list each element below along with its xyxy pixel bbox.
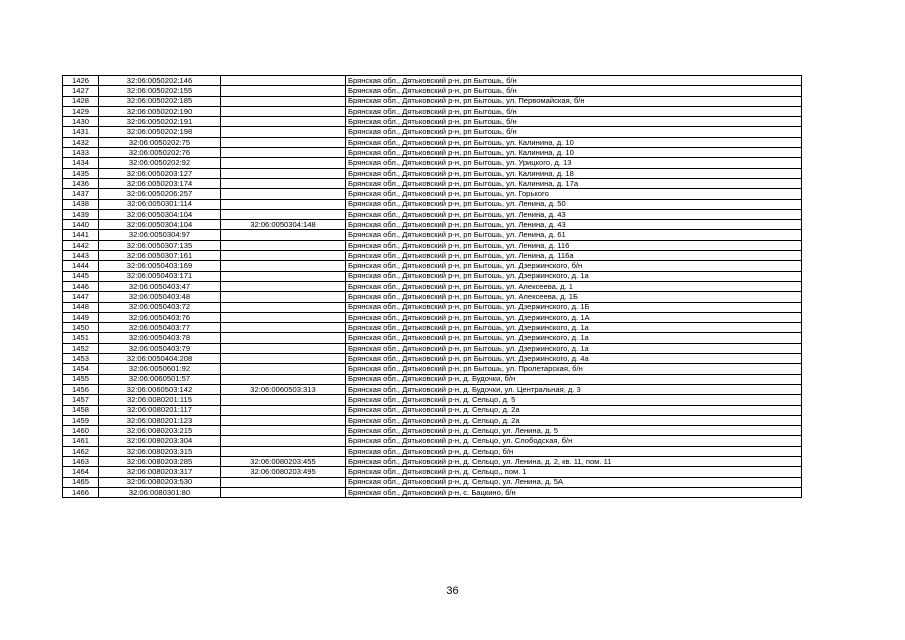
table-row xyxy=(63,374,802,384)
table-row xyxy=(63,86,802,96)
table-row xyxy=(63,405,802,415)
cadastral-number-cell: 32:06:0050202:92 xyxy=(99,158,221,168)
row-number-cell: 1436 xyxy=(63,178,99,188)
table-row xyxy=(63,137,802,147)
related-cadastral-number-cell: 32:06:0060503:313 xyxy=(221,384,346,394)
row-number-cell: 1433 xyxy=(63,148,99,158)
cadastral-number-cell: 32:06:0050203:174 xyxy=(99,178,221,188)
related-cadastral-number-cell xyxy=(221,333,346,343)
related-cadastral-number-cell xyxy=(221,148,346,158)
related-cadastral-number-cell xyxy=(221,117,346,127)
table-row xyxy=(63,148,802,158)
cadastral-number-cell: 32:06:0050203:127 xyxy=(99,168,221,178)
related-cadastral-number-cell xyxy=(221,487,346,497)
cadastral-number-cell: 32:06:0050202:190 xyxy=(99,106,221,116)
address-cell: Брянская обл., Дятьковский р-н, рп Бытошь, ул. Калинина, д. 10 xyxy=(346,137,802,147)
address-cell: Брянская обл., Дятьковский р-н, рп Бытошь, ул. Ленина, д. 50 xyxy=(346,199,802,209)
registry-table xyxy=(62,75,802,498)
table-row xyxy=(63,230,802,240)
related-cadastral-number-cell xyxy=(221,96,346,106)
table-row xyxy=(63,178,802,188)
address-cell: Брянская обл., Дятьковский р-н, рп Бытошь, ул. Дзержинского, д. 1Б xyxy=(346,302,802,312)
cadastral-number-cell: 32:06:0050304:97 xyxy=(99,230,221,240)
related-cadastral-number-cell xyxy=(221,374,346,384)
row-number-cell: 1430 xyxy=(63,117,99,127)
table-row xyxy=(63,436,802,446)
table-row xyxy=(63,281,802,291)
row-number-cell: 1427 xyxy=(63,86,99,96)
table-row xyxy=(63,302,802,312)
related-cadastral-number-cell xyxy=(221,436,346,446)
table-row xyxy=(63,240,802,250)
cadastral-number-cell: 32:06:0050403:77 xyxy=(99,323,221,333)
row-number-cell: 1440 xyxy=(63,220,99,230)
address-cell: Брянская обл., Дятьковский р-н, рп Бытошь, ул. Ленина, д. 61 xyxy=(346,230,802,240)
row-number-cell: 1450 xyxy=(63,323,99,333)
row-number-cell: 1463 xyxy=(63,456,99,466)
table-row xyxy=(63,292,802,302)
table-row xyxy=(63,158,802,168)
related-cadastral-number-cell xyxy=(221,477,346,487)
related-cadastral-number-cell xyxy=(221,354,346,364)
address-cell: Брянская обл., Дятьковский р-н, д. Сельцо,, пом. 1 xyxy=(346,467,802,477)
address-cell: Брянская обл., Дятьковский р-н, рп Бытошь, ул. Дзержинского, д. 1а xyxy=(346,271,802,281)
cadastral-number-cell: 32:06:0080201:115 xyxy=(99,395,221,405)
related-cadastral-number-cell xyxy=(221,230,346,240)
cadastral-number-cell: 32:06:0080203:315 xyxy=(99,446,221,456)
related-cadastral-number-cell xyxy=(221,189,346,199)
table-row xyxy=(63,76,802,86)
address-cell: Брянская обл., Дятьковский р-н, рп Бытошь, б/н xyxy=(346,106,802,116)
address-cell: Брянская обл., Дятьковский р-н, рп Бытошь, ул. Алексеева, д. 1 xyxy=(346,281,802,291)
registry-table-body xyxy=(63,76,802,498)
related-cadastral-number-cell xyxy=(221,415,346,425)
address-cell: Брянская обл., Дятьковский р-н, рп Бытошь, ул. Ленина, д. 43 xyxy=(346,220,802,230)
row-number-cell: 1437 xyxy=(63,189,99,199)
address-cell: Брянская обл., Дятьковский р-н, рп Бытошь, ул. Дзержинского, д. 1а xyxy=(346,343,802,353)
row-number-cell: 1464 xyxy=(63,467,99,477)
address-cell: Брянская обл., Дятьковский р-н, рп Бытошь, ул. Калинина, д. 17а xyxy=(346,178,802,188)
address-cell: Брянская обл., Дятьковский р-н, рп Бытошь, ул. Ленина, д. 43 xyxy=(346,209,802,219)
table-row xyxy=(63,251,802,261)
row-number-cell: 1461 xyxy=(63,436,99,446)
cadastral-number-cell: 32:06:0050601:92 xyxy=(99,364,221,374)
cadastral-number-cell: 32:06:0050202:191 xyxy=(99,117,221,127)
cadastral-number-cell: 32:06:0050403:72 xyxy=(99,302,221,312)
row-number-cell: 1453 xyxy=(63,354,99,364)
table-row xyxy=(63,312,802,322)
row-number-cell: 1449 xyxy=(63,312,99,322)
related-cadastral-number-cell xyxy=(221,395,346,405)
row-number-cell: 1441 xyxy=(63,230,99,240)
address-cell: Брянская обл., Дятьковский р-н, д. Сельцо, ул. Ленина, д. 2, кв. 11, пом. 11 xyxy=(346,456,802,466)
related-cadastral-number-cell xyxy=(221,127,346,137)
table-row xyxy=(63,220,802,230)
cadastral-number-cell: 32:06:0080203:215 xyxy=(99,426,221,436)
related-cadastral-number-cell xyxy=(221,271,346,281)
row-number-cell: 1454 xyxy=(63,364,99,374)
related-cadastral-number-cell: 32:06:0080203:495 xyxy=(221,467,346,477)
table-row xyxy=(63,199,802,209)
cadastral-number-cell: 32:06:0050404:208 xyxy=(99,354,221,364)
address-cell: Брянская обл., Дятьковский р-н, рп Бытошь, ул. Горького xyxy=(346,189,802,199)
row-number-cell: 1443 xyxy=(63,251,99,261)
row-number-cell: 1459 xyxy=(63,415,99,425)
address-cell: Брянская обл., Дятьковский р-н, рп Бытошь, ул. Дзержинского, д. 1а xyxy=(346,333,802,343)
row-number-cell: 1460 xyxy=(63,426,99,436)
cadastral-number-cell: 32:06:0050202:75 xyxy=(99,137,221,147)
address-cell: Брянская обл., Дятьковский р-н, рп Бытошь, ул. Ленина, д. 116а xyxy=(346,251,802,261)
cadastral-number-cell: 32:06:0050403:169 xyxy=(99,261,221,271)
row-number-cell: 1439 xyxy=(63,209,99,219)
table-row xyxy=(63,456,802,466)
row-number-cell: 1447 xyxy=(63,292,99,302)
related-cadastral-number-cell xyxy=(221,178,346,188)
related-cadastral-number-cell xyxy=(221,209,346,219)
cadastral-number-cell: 32:06:0050403:171 xyxy=(99,271,221,281)
address-cell: Брянская обл., Дятьковский р-н, рп Бытошь, ул. Калинина, д. 10 xyxy=(346,148,802,158)
table-row xyxy=(63,209,802,219)
cadastral-number-cell: 32:06:0050202:146 xyxy=(99,76,221,86)
related-cadastral-number-cell xyxy=(221,302,346,312)
row-number-cell: 1451 xyxy=(63,333,99,343)
cadastral-number-cell: 32:06:0050403:76 xyxy=(99,312,221,322)
related-cadastral-number-cell xyxy=(221,168,346,178)
cadastral-number-cell: 32:06:0050307:135 xyxy=(99,240,221,250)
related-cadastral-number-cell xyxy=(221,137,346,147)
table-row xyxy=(63,343,802,353)
row-number-cell: 1465 xyxy=(63,477,99,487)
address-cell: Брянская обл., Дятьковский р-н, рп Бытошь, ул. Калинина, д. 18 xyxy=(346,168,802,178)
table-row xyxy=(63,333,802,343)
related-cadastral-number-cell: 32:06:0050304:148 xyxy=(221,220,346,230)
table-row xyxy=(63,96,802,106)
address-cell: Брянская обл., Дятьковский р-н, рп Бытошь, ул. Пролетарская, б/н xyxy=(346,364,802,374)
row-number-cell: 1462 xyxy=(63,446,99,456)
cadastral-number-cell: 32:06:0080203:317 xyxy=(99,467,221,477)
table-row xyxy=(63,395,802,405)
row-number-cell: 1458 xyxy=(63,405,99,415)
address-cell: Брянская обл., Дятьковский р-н, рп Бытошь, б/н xyxy=(346,76,802,86)
table-row xyxy=(63,271,802,281)
address-cell: Брянская обл., Дятьковский р-н, рп Бытошь, ул. Алексеева, д. 1Б xyxy=(346,292,802,302)
row-number-cell: 1432 xyxy=(63,137,99,147)
address-cell: Брянская обл., Дятьковский р-н, рп Бытошь, б/н xyxy=(346,127,802,137)
related-cadastral-number-cell xyxy=(221,343,346,353)
row-number-cell: 1445 xyxy=(63,271,99,281)
cadastral-number-cell: 32:06:0050304:104 xyxy=(99,209,221,219)
cadastral-number-cell: 32:06:0060503:142 xyxy=(99,384,221,394)
related-cadastral-number-cell xyxy=(221,446,346,456)
related-cadastral-number-cell xyxy=(221,240,346,250)
cadastral-number-cell: 32:06:0050202:198 xyxy=(99,127,221,137)
cadastral-number-cell: 32:06:0050301:114 xyxy=(99,199,221,209)
related-cadastral-number-cell xyxy=(221,76,346,86)
row-number-cell: 1428 xyxy=(63,96,99,106)
row-number-cell: 1434 xyxy=(63,158,99,168)
address-cell: Брянская обл., Дятьковский р-н, д. Сельцо, д. 2а xyxy=(346,405,802,415)
cadastral-number-cell: 32:06:0050403:48 xyxy=(99,292,221,302)
cadastral-number-cell: 32:06:0080201:123 xyxy=(99,415,221,425)
address-cell: Брянская обл., Дятьковский р-н, д. Будочки, б/н xyxy=(346,374,802,384)
table-row xyxy=(63,189,802,199)
row-number-cell: 1456 xyxy=(63,384,99,394)
address-cell: Брянская обл., Дятьковский р-н, д. Будочки, ул. Центральная, д. 3 xyxy=(346,384,802,394)
cadastral-number-cell: 32:06:0050403:78 xyxy=(99,333,221,343)
page-number: 36 xyxy=(446,585,459,597)
address-cell: Брянская обл., Дятьковский р-н, рп Бытошь, ул. Урицкого, д. 13 xyxy=(346,158,802,168)
table-row xyxy=(63,384,802,394)
address-cell: Брянская обл., Дятьковский р-н, рп Бытошь, ул. Дзержинского, д. 1а xyxy=(346,323,802,333)
cadastral-number-cell: 32:06:0050403:47 xyxy=(99,281,221,291)
cadastral-number-cell: 32:06:0080203:285 xyxy=(99,456,221,466)
address-cell: Брянская обл., Дятьковский р-н, рп Бытошь, б/н xyxy=(346,86,802,96)
related-cadastral-number-cell xyxy=(221,292,346,302)
address-cell: Брянская обл., Дятьковский р-н, д. Сельцо, д. 2а xyxy=(346,415,802,425)
related-cadastral-number-cell xyxy=(221,281,346,291)
table-row xyxy=(63,364,802,374)
row-number-cell: 1438 xyxy=(63,199,99,209)
table-row xyxy=(63,117,802,127)
cadastral-number-cell: 32:06:0050202:185 xyxy=(99,96,221,106)
related-cadastral-number-cell xyxy=(221,251,346,261)
row-number-cell: 1452 xyxy=(63,343,99,353)
table-row xyxy=(63,415,802,425)
row-number-cell: 1442 xyxy=(63,240,99,250)
cadastral-number-cell: 32:06:0050304:104 xyxy=(99,220,221,230)
cadastral-number-cell: 32:06:0050202:155 xyxy=(99,86,221,96)
table-row xyxy=(63,426,802,436)
table-row xyxy=(63,487,802,497)
address-cell: Брянская обл., Дятьковский р-н, д. Сельцо, ул. Ленина, д. 5А xyxy=(346,477,802,487)
related-cadastral-number-cell xyxy=(221,426,346,436)
related-cadastral-number-cell xyxy=(221,323,346,333)
address-cell: Брянская обл., Дятьковский р-н, д. Сельцо, ул. Ленина, д. 5 xyxy=(346,426,802,436)
address-cell: Брянская обл., Дятьковский р-н, рп Бытошь, ул. Дзержинского, д. 1А xyxy=(346,312,802,322)
related-cadastral-number-cell xyxy=(221,312,346,322)
related-cadastral-number-cell xyxy=(221,405,346,415)
row-number-cell: 1435 xyxy=(63,168,99,178)
address-cell: Брянская обл., Дятьковский р-н, рп Бытошь, ул. Первомайская, б/н xyxy=(346,96,802,106)
table-row xyxy=(63,127,802,137)
cadastral-number-cell: 32:06:0050202:76 xyxy=(99,148,221,158)
row-number-cell: 1429 xyxy=(63,106,99,116)
row-number-cell: 1446 xyxy=(63,281,99,291)
related-cadastral-number-cell xyxy=(221,199,346,209)
table-row xyxy=(63,477,802,487)
related-cadastral-number-cell xyxy=(221,158,346,168)
cadastral-number-cell: 32:06:0060501:57 xyxy=(99,374,221,384)
row-number-cell: 1444 xyxy=(63,261,99,271)
table-row xyxy=(63,261,802,271)
address-cell: Брянская обл., Дятьковский р-н, д. Сельцо, д. 5 xyxy=(346,395,802,405)
row-number-cell: 1431 xyxy=(63,127,99,137)
table-row xyxy=(63,467,802,477)
cadastral-number-cell: 32:06:0050307:161 xyxy=(99,251,221,261)
row-number-cell: 1455 xyxy=(63,374,99,384)
cadastral-number-cell: 32:06:0080301:80 xyxy=(99,487,221,497)
address-cell: Брянская обл., Дятьковский р-н, д. Сельцо, ул. Слободская, б/н xyxy=(346,436,802,446)
related-cadastral-number-cell: 32:06:0080203:455 xyxy=(221,456,346,466)
row-number-cell: 1457 xyxy=(63,395,99,405)
address-cell: Брянская обл., Дятьковский р-н, рп Бытошь, ул. Дзержинского, д. 4а xyxy=(346,354,802,364)
table-row xyxy=(63,168,802,178)
related-cadastral-number-cell xyxy=(221,106,346,116)
cadastral-number-cell: 32:06:0080203:530 xyxy=(99,477,221,487)
table-row xyxy=(63,354,802,364)
cadastral-number-cell: 32:06:0080203:304 xyxy=(99,436,221,446)
related-cadastral-number-cell xyxy=(221,86,346,96)
related-cadastral-number-cell xyxy=(221,261,346,271)
address-cell: Брянская обл., Дятьковский р-н, д. Сельцо, б/н xyxy=(346,446,802,456)
address-cell: Брянская обл., Дятьковский р-н, рп Бытошь, ул. Ленина, д. 116 xyxy=(346,240,802,250)
row-number-cell: 1448 xyxy=(63,302,99,312)
cadastral-number-cell: 32:06:0080201:117 xyxy=(99,405,221,415)
table-row xyxy=(63,446,802,456)
address-cell: Брянская обл., Дятьковский р-н, с. Бацкино, б/н xyxy=(346,487,802,497)
address-cell: Брянская обл., Дятьковский р-н, рп Бытошь, ул. Дзержинского, б/н xyxy=(346,261,802,271)
table-row xyxy=(63,323,802,333)
row-number-cell: 1466 xyxy=(63,487,99,497)
cadastral-number-cell: 32:06:0050206:257 xyxy=(99,189,221,199)
address-cell: Брянская обл., Дятьковский р-н, рп Бытошь, б/н xyxy=(346,117,802,127)
related-cadastral-number-cell xyxy=(221,364,346,374)
row-number-cell: 1426 xyxy=(63,76,99,86)
cadastral-number-cell: 32:06:0050403:79 xyxy=(99,343,221,353)
table-row xyxy=(63,106,802,116)
